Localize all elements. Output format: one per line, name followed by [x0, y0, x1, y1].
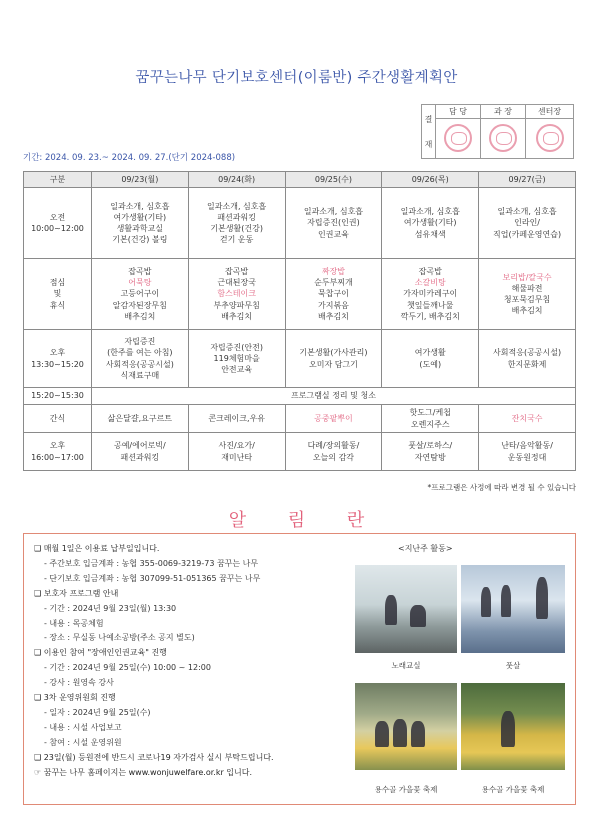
weekly-schedule-table: [23, 171, 576, 471]
cell-line: 기본(건강) 볼링: [112, 235, 168, 245]
cell-line: 운동원정대: [507, 452, 547, 462]
approval-signature-staff: [436, 119, 481, 159]
cell-line: 공중팥뿌이: [314, 413, 353, 423]
cell-line: (도예): [419, 359, 442, 369]
cell-line: 잔치국수: [511, 413, 543, 423]
cell-am-tue: [188, 188, 285, 259]
person-figure: [410, 605, 426, 627]
row-late-afternoon: [24, 433, 576, 471]
cell-line: 여가생활: [414, 348, 446, 358]
notice-heading: ☞ 꿈꾸는 나무 홈페이지는 www.wonjuwelfare.or.kr 입니다.: [34, 767, 253, 777]
schedule-change-note: *프로그램은 사정에 따라 변경 될 수 있습니다: [427, 483, 576, 492]
cell-lunch-fri: [479, 259, 576, 330]
notice-heading: ❑ 매월 1일은 이용료 납부일입니다.: [34, 544, 160, 553]
cell-line: 여가생활(기타): [403, 218, 457, 228]
row-label-time: 13:30~15:20: [31, 359, 84, 369]
cell-lunch-wed: [285, 259, 382, 330]
notice-item: - 참여 : 시설 운영위원: [44, 737, 122, 747]
cell-line: 섬유채색: [414, 229, 446, 239]
row-cleanup: [24, 388, 576, 405]
cell-line: 안전교육: [221, 365, 253, 375]
cell-line: 및: [53, 289, 62, 299]
person-figure: [501, 585, 511, 617]
cell-line: 식재료구매: [120, 370, 160, 380]
cell-line: 해물파전: [511, 283, 543, 293]
cell-snack-mon: [91, 405, 188, 433]
cell-pm2-thu: [382, 433, 479, 471]
cell-line: 걷기 운동: [219, 235, 254, 245]
signature-stamp: [489, 124, 517, 152]
row-label-time: 16:00~17:00: [31, 452, 84, 462]
cell-line: 사회적응(공공시설): [105, 359, 174, 369]
cell-line: 깍두기, 배추김치: [400, 311, 460, 321]
approval-box: [421, 104, 574, 159]
notice-item: - 기간 : 2024년 9월 25일(수) 10:00 ~ 12:00: [44, 663, 211, 673]
photos-title: <지난주 활동>: [398, 544, 453, 553]
cell-line: 휴식: [49, 300, 66, 310]
person-figure: [536, 577, 548, 619]
cell-line: 재미난타: [221, 452, 253, 462]
cell-line: 인라인/: [514, 218, 541, 228]
signature-stamp: [536, 124, 564, 152]
approval-header-director: 센터장: [526, 105, 574, 119]
notice-item: - 기간 : 2024년 9월 23일(월) 13:30: [44, 603, 177, 613]
cell-am-thu: [382, 188, 479, 259]
cell-am-mon: [91, 188, 188, 259]
cell-line: 사진/요가/: [218, 441, 255, 451]
cell-line: 부추양파무침: [213, 300, 260, 310]
row-morning: [24, 188, 576, 259]
row-label-afternoon: [24, 330, 92, 388]
cell-lunch-mon: [91, 259, 188, 330]
notice-heading: ❑ 3차 운영위원회 진행: [34, 693, 116, 703]
cell-line: 직업(카페운영연습): [493, 229, 562, 239]
cell-line: 다례/장의활동/: [307, 441, 360, 451]
cell-line: 가자미카레구이: [403, 289, 458, 299]
notice-title: 알 림 란: [228, 510, 383, 531]
cell-line: 배추김치: [221, 311, 253, 321]
cell-pm-tue: [188, 330, 285, 388]
cell-line: 자립증진(안전): [210, 342, 263, 352]
notice-heading: ❑ 이용인 참여 "장애인인권교육" 진행: [34, 648, 167, 658]
cell-cleanup: 프로그램실 정리 및 청소: [91, 388, 575, 405]
notice-item: - 강사 : 원영속 강사: [44, 678, 114, 688]
notice-heading: ❑ 23일(월) 등원전에 반드시 코로나19 자가검사 실시 부탁드립니다.: [34, 752, 274, 762]
photo-caption: 풋살: [505, 661, 521, 670]
person-figure: [501, 711, 515, 747]
cell-line: 패션과워킹: [217, 212, 256, 222]
header-day-mon: 09/23(월): [91, 172, 188, 188]
cell-line: 사회적응(공공시설): [493, 348, 562, 358]
cell-am-wed: [285, 188, 382, 259]
cell-line: 가지볶음: [317, 300, 349, 310]
notice-item: - 단기보호 입금계좌 : 농협 307099-51-051365 꿈꾸는 나무: [44, 573, 261, 583]
cell-line: 점심: [49, 278, 66, 288]
person-figure: [385, 595, 397, 625]
cell-line: 일과소개, 심호흡: [400, 207, 460, 217]
cell-line: 자연탐방: [414, 452, 446, 462]
cell-lunch-thu: [382, 259, 479, 330]
row-snack: [24, 405, 576, 433]
cell-line: 보리밥/칼국수: [502, 272, 552, 282]
row-lunch: [24, 259, 576, 330]
cell-line: 인권교육: [317, 229, 349, 239]
cell-line: 고등어구이: [120, 289, 160, 299]
person-figure: [481, 587, 491, 617]
cell-line: 알감자된장무침: [112, 300, 167, 310]
cell-pm-fri: [479, 330, 576, 388]
photo-caption: 노래교실: [391, 661, 421, 670]
approval-signature-director: [526, 119, 574, 159]
approval-signature-manager: [481, 119, 526, 159]
row-label-text: 오후: [49, 441, 66, 451]
cell-line: 일과소개, 심호흡: [497, 207, 557, 217]
cell-lunch-tue: [188, 259, 285, 330]
photo-caption: 용수골 가을꽃 축제: [374, 785, 438, 794]
cell-line: 근대된장국: [217, 278, 256, 288]
cell-line: 잡곡밥: [418, 267, 442, 277]
cell-snack-wed: [285, 405, 382, 433]
approval-header-manager: 과 장: [481, 105, 526, 119]
cell-line: 자립증진: [124, 337, 156, 347]
notice-item: - 장소 : 무실동 나예소공방(주소 공지 별도): [44, 633, 195, 643]
row-label-cleanup: 15:20~15:30: [24, 388, 92, 405]
cell-pm2-mon: [91, 433, 188, 471]
cell-line: 일과소개, 심호흡: [110, 201, 170, 211]
cell-snack-fri: [479, 405, 576, 433]
cell-line: 여가생활(기타): [113, 212, 167, 222]
approval-header-staff: 담 당: [436, 105, 481, 119]
cell-line: 배추김치: [124, 311, 156, 321]
cell-line: 공예/에어로빅/: [113, 441, 166, 451]
cell-line: 자립증진(인권): [307, 218, 360, 228]
cell-line: (한주를 여는 아침): [107, 348, 173, 358]
cell-pm-thu: [382, 330, 479, 388]
person-figure: [393, 719, 407, 747]
header-day-thu: 09/26(목): [382, 172, 479, 188]
notice-item: - 일자 : 2024년 9월 25일(수): [44, 707, 151, 717]
cell-line: 오늘의 감각: [312, 452, 355, 462]
cell-line: 짜장밥: [321, 267, 346, 277]
cell-line: 한지문화제: [507, 359, 547, 369]
page-title: 꿈꾸는나무 단기보호센터(이룸반) 주간생활계획안: [135, 70, 458, 86]
schedule-period: 기간: 2024. 09. 23.~ 2024. 09. 27.(단기 2024-088): [23, 153, 236, 163]
cell-line: 청포묵김무침: [503, 295, 551, 304]
cell-line: 어묵탕: [128, 278, 152, 288]
cell-line: 잡곡밥: [225, 267, 249, 277]
person-figure: [375, 721, 389, 747]
cell-line: 잡곡밥: [128, 267, 152, 277]
cell-line: 챗잎들깨나물: [407, 300, 454, 310]
notice-item: - 내용 : 목공체험: [44, 618, 104, 628]
cell-line: 일과소개, 심호흡: [303, 207, 364, 217]
person-figure: [411, 721, 425, 747]
photo-futsal: [461, 565, 565, 653]
cell-snack-tue: [188, 405, 285, 433]
row-label-late-afternoon: [24, 433, 92, 471]
cell-line: 순두부찌개: [314, 278, 353, 288]
row-afternoon: [24, 330, 576, 388]
signature-stamp: [444, 124, 472, 152]
approval-label-top: 결: [424, 114, 433, 124]
approval-label: [422, 105, 436, 159]
photo-flower-festival-1: [355, 683, 457, 770]
cell-line: 오렌지주스: [410, 419, 450, 429]
notice-item: - 주간보호 입금계좌 : 농협 355-0069-3219-73 꿈꾸는 나무: [44, 558, 259, 568]
cell-pm-wed: [285, 330, 382, 388]
cell-snack-thu: [382, 405, 479, 433]
cell-line: 배추김치: [511, 306, 543, 316]
cell-pm2-wed: [285, 433, 382, 471]
cell-line: 오미자 담그기: [308, 359, 358, 369]
header-day-fri: 09/27(금): [479, 172, 576, 188]
cell-line: 119체험마을: [213, 353, 260, 363]
row-label-morning: [24, 188, 92, 259]
cell-line: 배추김치: [317, 311, 349, 321]
photo-flower-festival-2: [461, 683, 565, 770]
cell-line: 풋살/로하스/: [408, 441, 453, 451]
header-day-tue: 09/24(화): [188, 172, 285, 188]
notice-heading: ❑ 보호자 프로그램 안내: [34, 588, 119, 598]
cell-line: 일과소개, 심호흡: [207, 201, 267, 211]
row-label-time: 10:00~12:00: [31, 224, 84, 233]
header-category: 구분: [24, 172, 92, 188]
cell-line: 콘크레이크,우유: [208, 413, 265, 423]
cell-line: 난타/음악활동/: [501, 441, 553, 451]
row-label-lunch: [24, 259, 92, 330]
cell-line: 묵찹구이: [317, 289, 349, 299]
cell-pm2-fri: [479, 433, 576, 471]
cell-line: 기본생활(가사관리): [299, 348, 368, 358]
cell-line: 기본생활(건강): [210, 224, 263, 233]
header-day-wed: 09/25(수): [285, 172, 382, 188]
photo-caption: 용수골 가을꽃 축제: [481, 785, 545, 794]
cell-line: 소갈비탕: [414, 278, 446, 288]
cell-line: 삶은달걀,요구르트: [107, 413, 173, 423]
cell-pm2-tue: [188, 433, 285, 471]
approval-label-bottom: 재: [424, 139, 433, 149]
row-label-text: 오후: [49, 348, 66, 358]
photo-singing-class: [355, 565, 457, 653]
cell-line: 핫도그/케첩: [409, 408, 451, 418]
cell-line: 생활과학교실: [116, 224, 164, 233]
cell-am-fri: [479, 188, 576, 259]
row-label-snack: 간식: [24, 405, 92, 433]
row-label-text: 오전: [49, 212, 66, 222]
notice-item: - 내용 : 시설 사업보고: [44, 722, 122, 732]
cell-line: 함스테이크: [217, 289, 256, 299]
notice-list: [34, 542, 364, 781]
cell-pm-mon: [91, 330, 188, 388]
cell-line: 패션과워킹: [120, 452, 160, 462]
